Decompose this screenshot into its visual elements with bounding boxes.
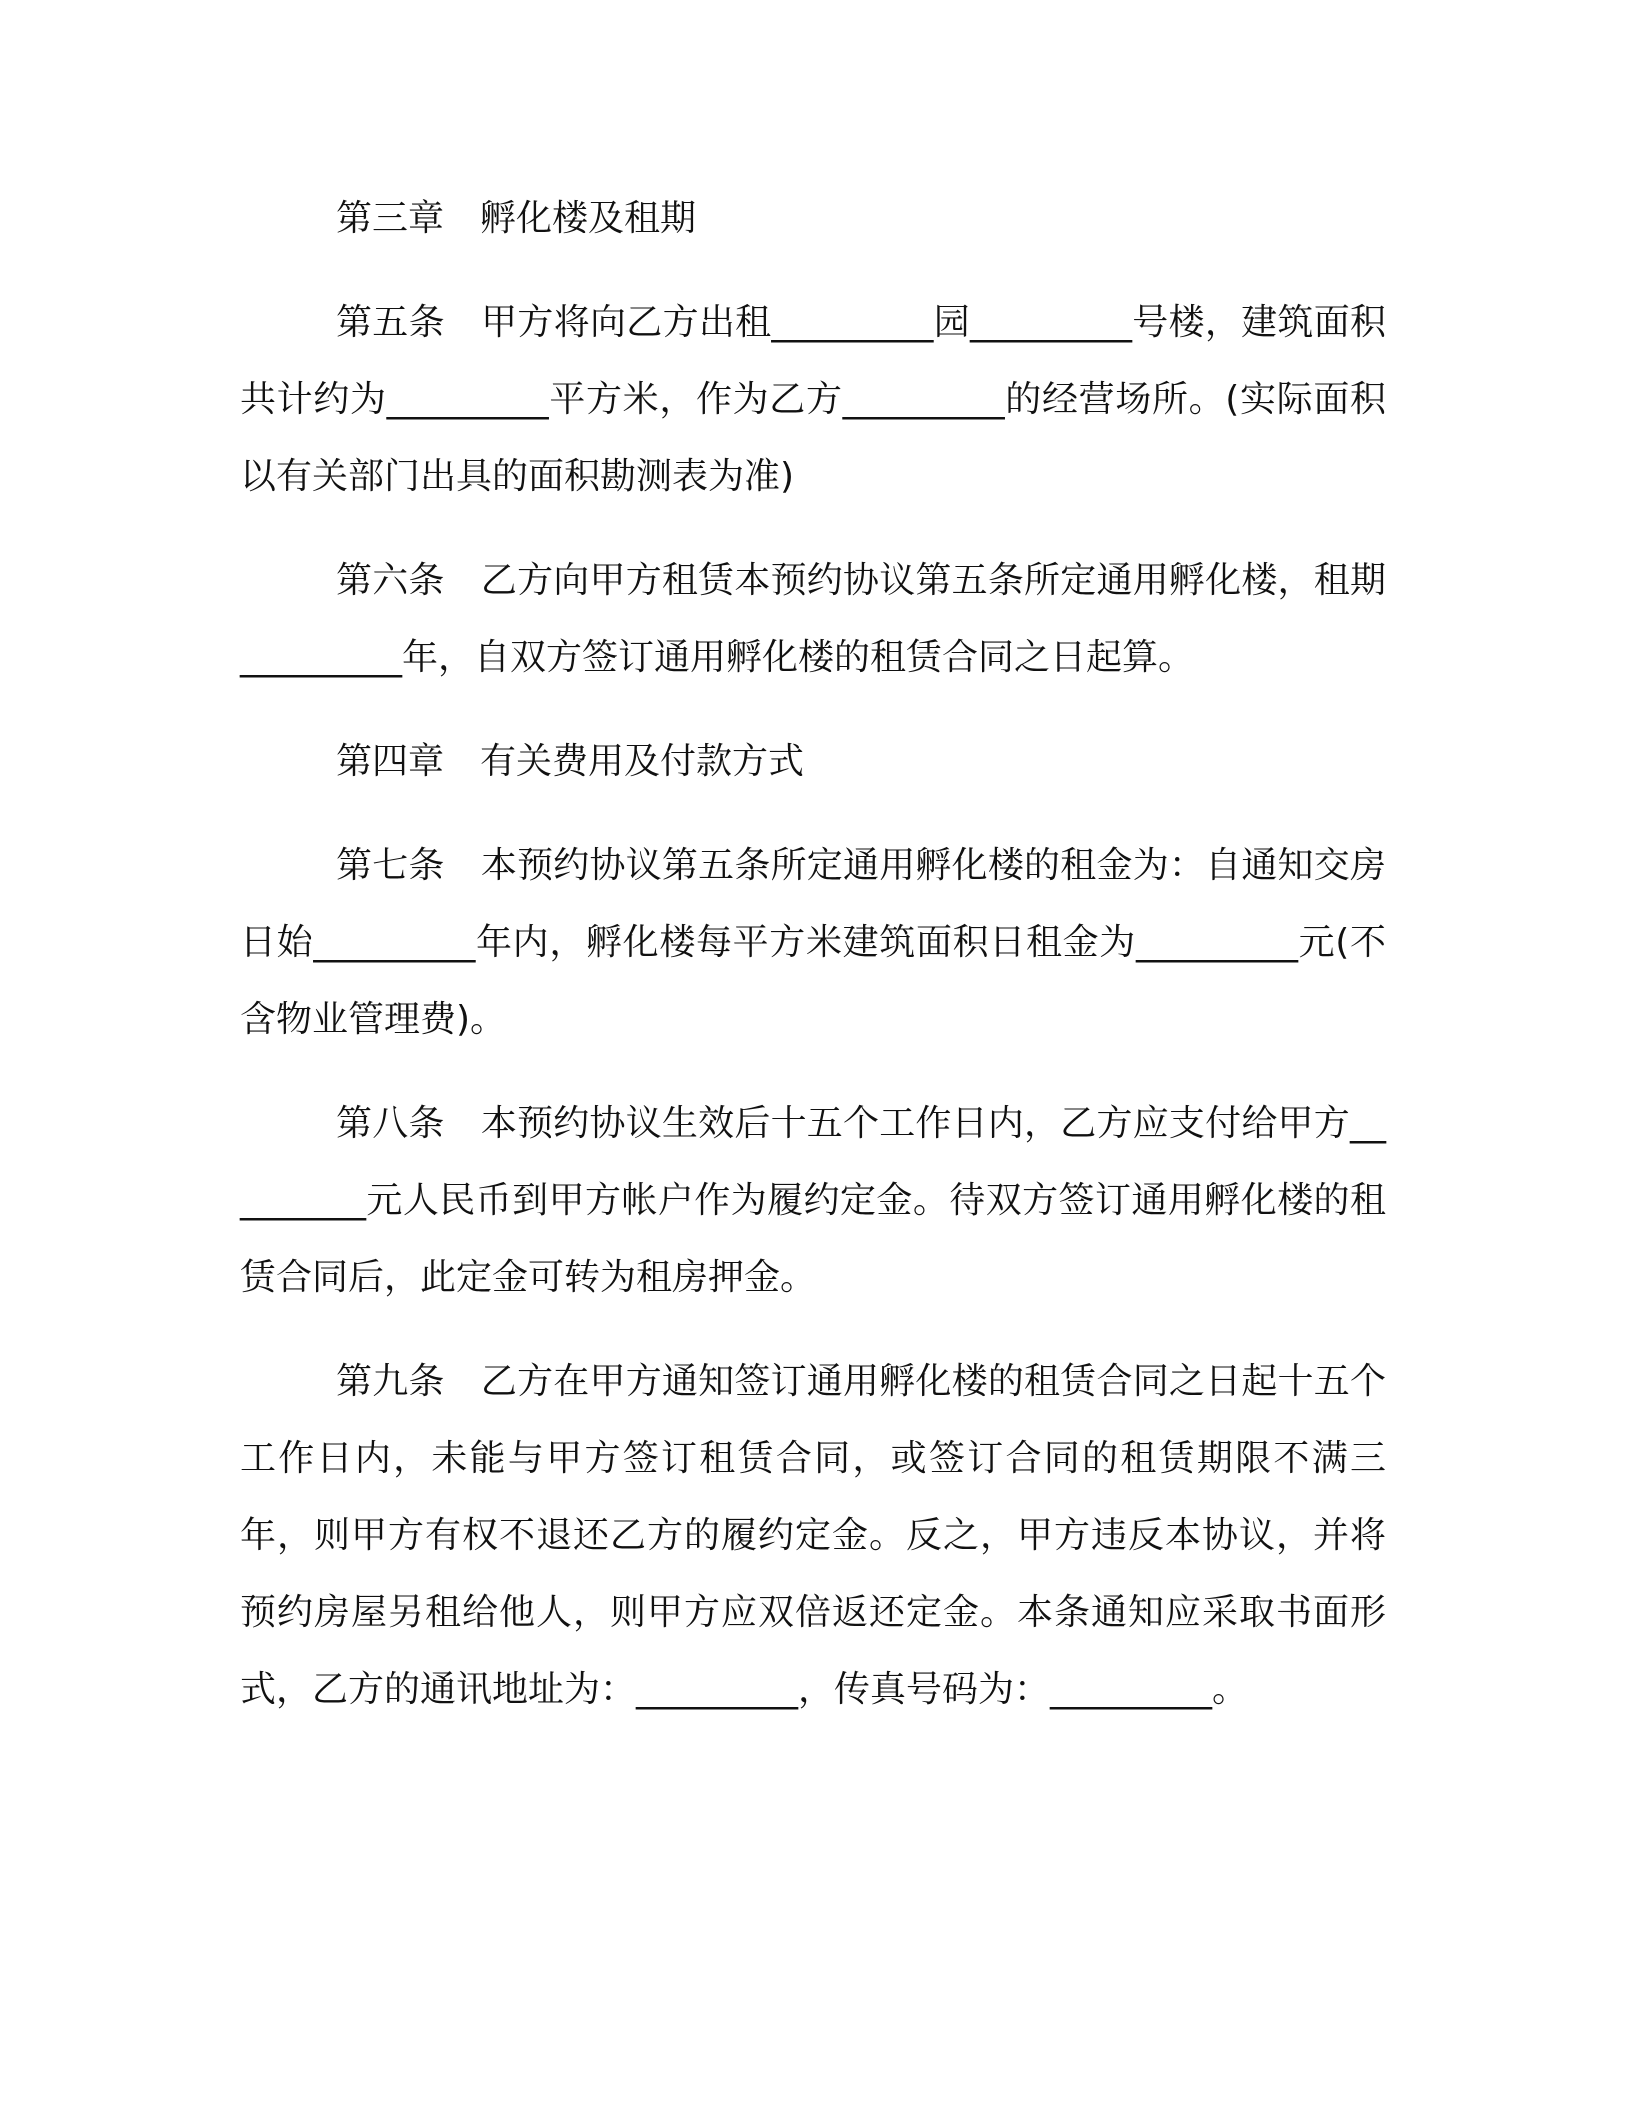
chapter-3-heading: 第三章 孵化楼及租期 <box>336 198 697 239</box>
article-8: 第八条 本预约协议生效后十五个工作日内，乙方应支付给甲方_________元人民币到甲方帐户作为履约定金。待双方签订通用孵化楼的租赁合同后，此定金可转为租房押金。 <box>240 1103 1386 1298</box>
document-body <box>240 180 1386 1755</box>
article-5: 第五条 甲方将向乙方出租_________园_________号楼，建筑面积共计约为_________平方米，作为乙方_________的经营场所。(实际面积以有关部门出具的面积勘测表为准) <box>240 302 1386 497</box>
article-9: 第九条 乙方在甲方通知签订通用孵化楼的租赁合同之日起十五个工作日内，未能与甲方签订租赁合同，或签订合同的租赁期限不满三年，则甲方有权不退还乙方的履约定金。反之，甲方违反本协议，并将预约房屋另租给他人，则甲方应双倍返还定金。本条通知应采取书面形式，乙方的通讯地址为：_________，传真号码为：_________。 <box>240 1361 1386 1710</box>
chapter-4-heading: 第四章 有关费用及付款方式 <box>336 741 805 782</box>
article-7: 第七条 本预约协议第五条所定通用孵化楼的租金为：自通知交房日始_________年内，孵化楼每平方米建筑面积日租金为_________元(不含物业管理费)。 <box>240 845 1386 1040</box>
article-6: 第六条 乙方向甲方租赁本预约协议第五条所定通用孵化楼，租期_________年，自双方签订通用孵化楼的租赁合同之日起算。 <box>240 560 1386 678</box>
